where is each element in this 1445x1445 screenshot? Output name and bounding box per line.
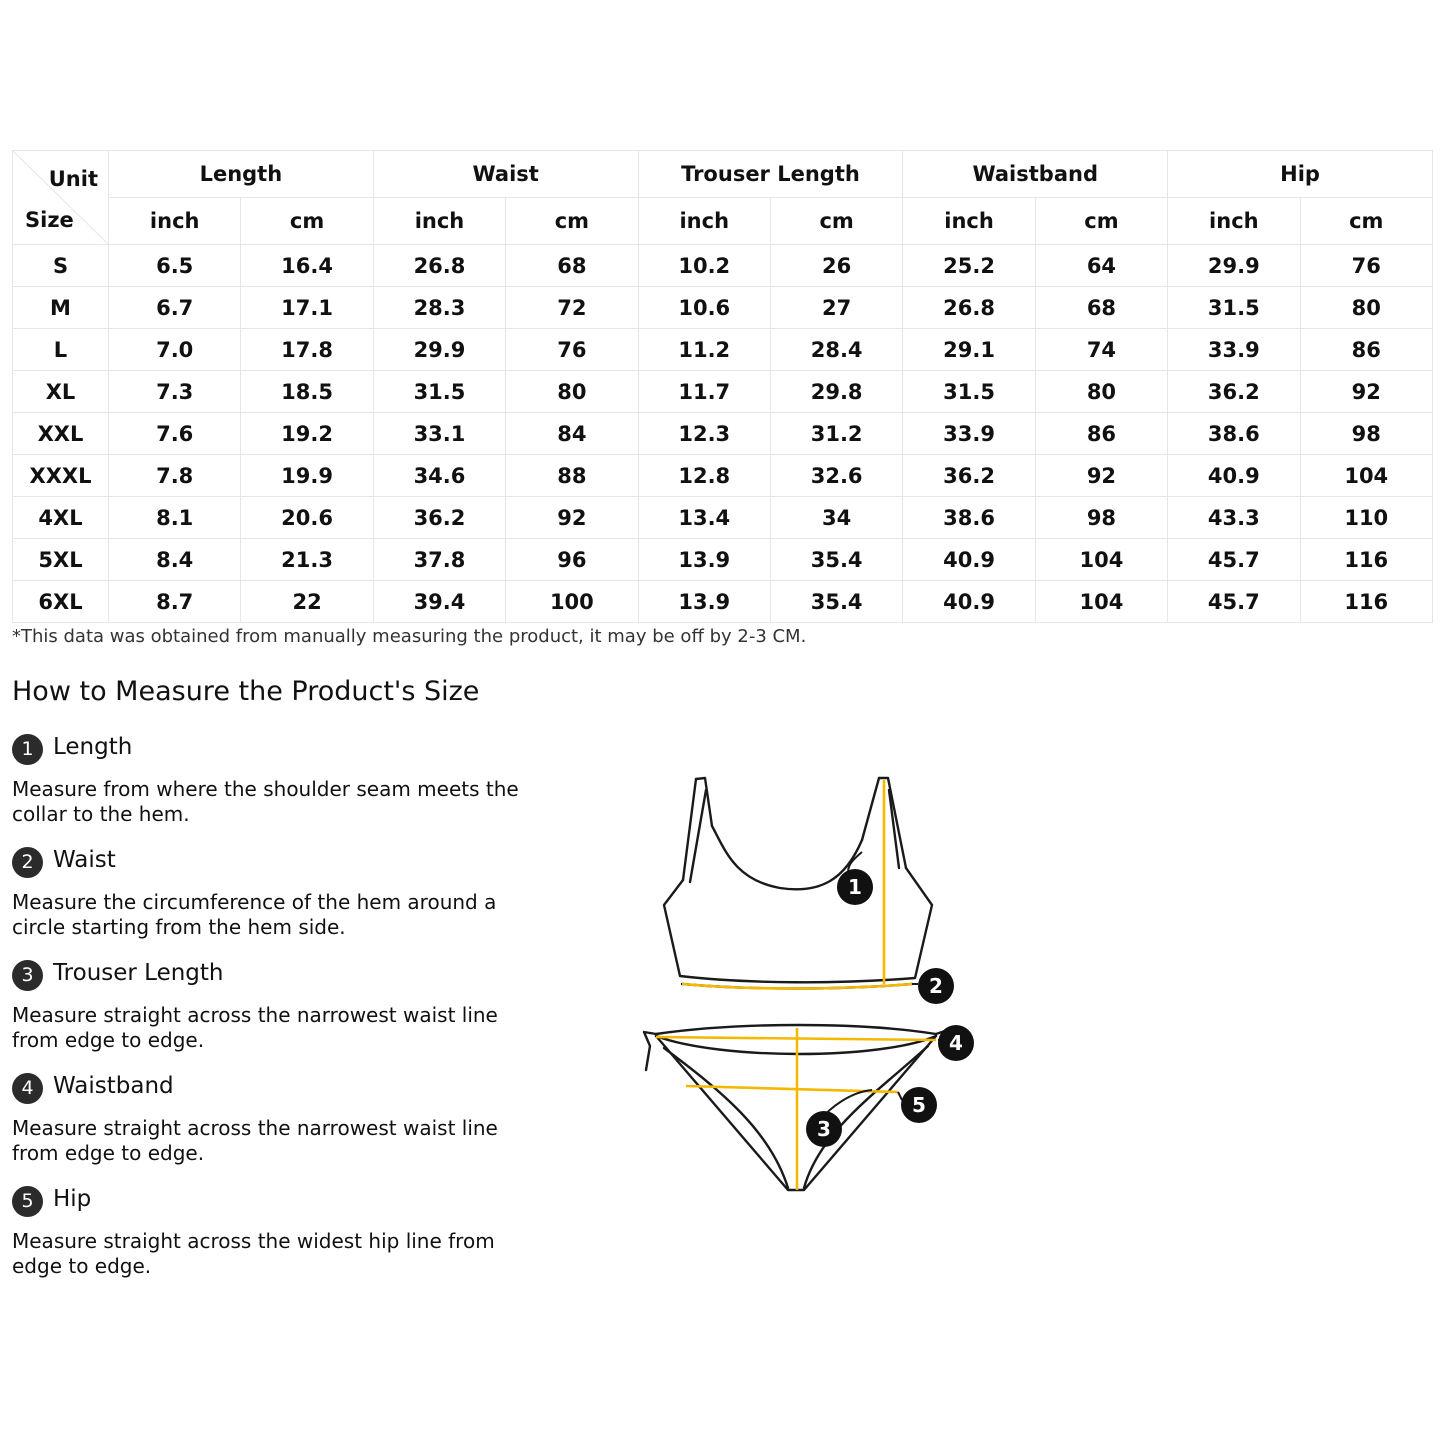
measurement-cell: 31.2: [770, 413, 902, 455]
measurement-note: *This data was obtained from manually measuring the product, it may be off by 2-3 CM.: [12, 626, 807, 647]
measurement-cell: 100: [506, 581, 638, 623]
unit-header: inch: [1168, 198, 1300, 245]
step-description: Measure straight across the narrowest waist line from edge to edge.: [12, 1003, 498, 1052]
measurement-cell: 38.6: [903, 497, 1035, 539]
marker-5: [901, 1087, 937, 1123]
step-description: Measure straight across the narrowest waist line from edge to edge.: [12, 1116, 498, 1165]
measurement-cell: 76: [506, 329, 638, 371]
measurement-cell: 86: [1300, 329, 1432, 371]
measurement-cell: 19.9: [241, 455, 373, 497]
group-header: Hip: [1168, 151, 1433, 198]
unit-header: inch: [903, 198, 1035, 245]
measurement-cell: 40.9: [1168, 455, 1300, 497]
how-to-measure-title: How to Measure the Product's Size: [12, 676, 480, 707]
measurement-cell: 20.6: [241, 497, 373, 539]
measurement-cell: 7.3: [109, 371, 241, 413]
unit-header: cm: [506, 198, 638, 245]
measurement-cell: 8.7: [109, 581, 241, 623]
table-row: [13, 245, 1433, 287]
table-row: [13, 371, 1433, 413]
corner-size-label: Size: [25, 208, 74, 232]
marker-1: [837, 869, 873, 905]
marker-3: [806, 1111, 842, 1147]
unit-header: cm: [241, 198, 373, 245]
step-number-badge: 1: [12, 734, 43, 765]
measurement-cell: 37.8: [373, 539, 505, 581]
measurement-cell: 68: [1035, 287, 1167, 329]
measurement-cell: 28.3: [373, 287, 505, 329]
measurement-cell: 34.6: [373, 455, 505, 497]
table-row: [13, 581, 1433, 623]
measurement-cell: 29.1: [903, 329, 1035, 371]
marker-2: [918, 968, 954, 1004]
measurement-cell: 88: [506, 455, 638, 497]
measurement-cell: 98: [1035, 497, 1167, 539]
measurement-cell: 104: [1300, 455, 1432, 497]
step-length: [12, 732, 532, 845]
step-title: Trouser Length: [53, 960, 224, 986]
measurement-cell: 96: [506, 539, 638, 581]
measurement-cell: 29.9: [373, 329, 505, 371]
measurement-cell: 84: [506, 413, 638, 455]
measurement-cell: 10.2: [638, 245, 770, 287]
table-row: [13, 413, 1433, 455]
svg-text:3: 3: [817, 1117, 831, 1141]
step-title: Hip: [53, 1186, 92, 1212]
measurement-cell: 16.4: [241, 245, 373, 287]
measurement-cell: 31.5: [373, 371, 505, 413]
measurement-cell: 6.7: [109, 287, 241, 329]
unit-size-corner-cell: [13, 151, 109, 245]
size-label-cell: M: [13, 287, 109, 329]
measurement-cell: 26.8: [903, 287, 1035, 329]
header-row-groups: [13, 151, 1433, 198]
size-label-cell: L: [13, 329, 109, 371]
measurement-cell: 98: [1300, 413, 1432, 455]
bikini-top-outline: [664, 778, 932, 989]
table-row: [13, 539, 1433, 581]
step-title: Waist: [53, 847, 116, 873]
waist-measure-line: [682, 984, 912, 989]
measurement-cell: 64: [1035, 245, 1167, 287]
step-number-badge: 4: [12, 1073, 43, 1104]
measurement-cell: 116: [1300, 581, 1432, 623]
measurement-cell: 80: [1035, 371, 1167, 413]
waistband-measure-line: [656, 1037, 936, 1040]
size-label-cell: S: [13, 245, 109, 287]
measurement-cell: 31.5: [903, 371, 1035, 413]
measurement-cell: 36.2: [903, 455, 1035, 497]
measurement-cell: 8.1: [109, 497, 241, 539]
step-number-badge: 3: [12, 960, 43, 991]
measurement-cell: 80: [1300, 287, 1432, 329]
left-tie: [644, 1032, 656, 1070]
measurement-cell: 74: [1035, 329, 1167, 371]
measurement-cell: 17.8: [241, 329, 373, 371]
measurement-cell: 110: [1300, 497, 1432, 539]
step-number-badge: 2: [12, 847, 43, 878]
unit-header: inch: [109, 198, 241, 245]
step-trouser-length: [12, 958, 532, 1071]
header-row-units: [13, 198, 1433, 245]
measurement-cell: 25.2: [903, 245, 1035, 287]
measurement-cell: 31.5: [1168, 287, 1300, 329]
measurement-cell: 92: [1035, 455, 1167, 497]
measurement-cell: 22: [241, 581, 373, 623]
step-waistband: [12, 1071, 532, 1184]
measurement-cell: 29.9: [1168, 245, 1300, 287]
size-chart-table: [12, 150, 1433, 623]
unit-header: inch: [638, 198, 770, 245]
measurement-cell: 6.5: [109, 245, 241, 287]
measurement-cell: 12.8: [638, 455, 770, 497]
unit-header: cm: [770, 198, 902, 245]
measurement-cell: 17.1: [241, 287, 373, 329]
size-label-cell: XL: [13, 371, 109, 413]
step-hip: [12, 1184, 532, 1297]
measurement-cell: 13.4: [638, 497, 770, 539]
table-row: [13, 287, 1433, 329]
table-row: [13, 455, 1433, 497]
measurement-cell: 72: [506, 287, 638, 329]
group-header: Trouser Length: [638, 151, 903, 198]
measurement-cell: 27: [770, 287, 902, 329]
top-body: [664, 868, 932, 982]
step-description: Measure from where the shoulder seam meets the collar to the hem.: [12, 777, 519, 826]
measurement-cell: 116: [1300, 539, 1432, 581]
step-title: Length: [53, 734, 133, 760]
size-label-cell: 6XL: [13, 581, 109, 623]
svg-text:4: 4: [949, 1031, 963, 1055]
measurement-cell: 34: [770, 497, 902, 539]
measurement-cell: 13.9: [638, 539, 770, 581]
svg-text:2: 2: [929, 974, 943, 998]
step-description: Measure straight across the widest hip line from edge to edge.: [12, 1229, 495, 1278]
measurement-cell: 7.0: [109, 329, 241, 371]
measurement-cell: 36.2: [1168, 371, 1300, 413]
measurement-cell: 45.7: [1168, 539, 1300, 581]
measurement-cell: 18.5: [241, 371, 373, 413]
group-header: Length: [109, 151, 374, 198]
measurement-cell: 92: [506, 497, 638, 539]
measurement-cell: 21.3: [241, 539, 373, 581]
measurement-cell: 104: [1035, 539, 1167, 581]
measurement-cell: 28.4: [770, 329, 902, 371]
measurement-cell: 7.8: [109, 455, 241, 497]
measurement-cell: 80: [506, 371, 638, 413]
measurement-cell: 19.2: [241, 413, 373, 455]
step-title: Waistband: [53, 1073, 174, 1099]
measurement-cell: 40.9: [903, 581, 1035, 623]
measurement-cell: 11.2: [638, 329, 770, 371]
measurement-cell: 7.6: [109, 413, 241, 455]
right-strap-edge: [862, 778, 879, 840]
measurement-cell: 45.7: [1168, 581, 1300, 623]
measurement-cell: 76: [1300, 245, 1432, 287]
measurement-cell: 10.6: [638, 287, 770, 329]
step-number-badge: 5: [12, 1186, 43, 1217]
group-header: Waist: [373, 151, 638, 198]
measurement-cell: 8.4: [109, 539, 241, 581]
corner-unit-label: Unit: [48, 167, 98, 191]
measurement-cell: 33.9: [1168, 329, 1300, 371]
measurement-cell: 13.9: [638, 581, 770, 623]
measurement-cell: 35.4: [770, 539, 902, 581]
size-label-cell: 5XL: [13, 539, 109, 581]
leader-5: [898, 1092, 902, 1100]
measurement-cell: 68: [506, 245, 638, 287]
table-row: [13, 497, 1433, 539]
measurement-cell: 26: [770, 245, 902, 287]
measurement-cell: 33.1: [373, 413, 505, 455]
unit-header: cm: [1300, 198, 1432, 245]
size-label-cell: 4XL: [13, 497, 109, 539]
measurement-cell: 33.9: [903, 413, 1035, 455]
marker-4: [938, 1025, 974, 1061]
measurement-cell: 43.3: [1168, 497, 1300, 539]
size-label-cell: XXXL: [13, 455, 109, 497]
measurement-cell: 26.8: [373, 245, 505, 287]
unit-header: inch: [373, 198, 505, 245]
measure-steps: [12, 732, 532, 1297]
svg-text:5: 5: [912, 1093, 926, 1117]
measurement-cell: 86: [1035, 413, 1167, 455]
measurement-cell: 12.3: [638, 413, 770, 455]
measurement-cell: 29.8: [770, 371, 902, 413]
measurement-cell: 104: [1035, 581, 1167, 623]
table-row: [13, 329, 1433, 371]
measurement-cell: 36.2: [373, 497, 505, 539]
measurement-cell: 92: [1300, 371, 1432, 413]
step-waist: [12, 845, 532, 958]
measurement-cell: 32.6: [770, 455, 902, 497]
measurement-cell: 35.4: [770, 581, 902, 623]
measurement-cell: 38.6: [1168, 413, 1300, 455]
step-description: Measure the circumference of the hem around a circle starting from the hem side.: [12, 890, 497, 939]
measurement-cell: 40.9: [903, 539, 1035, 581]
svg-text:1: 1: [848, 875, 862, 899]
unit-header: cm: [1035, 198, 1167, 245]
size-label-cell: XXL: [13, 413, 109, 455]
bikini-measurement-diagram: [630, 760, 990, 1200]
measurement-cell: 39.4: [373, 581, 505, 623]
measurement-cell: 11.7: [638, 371, 770, 413]
group-header: Waistband: [903, 151, 1168, 198]
